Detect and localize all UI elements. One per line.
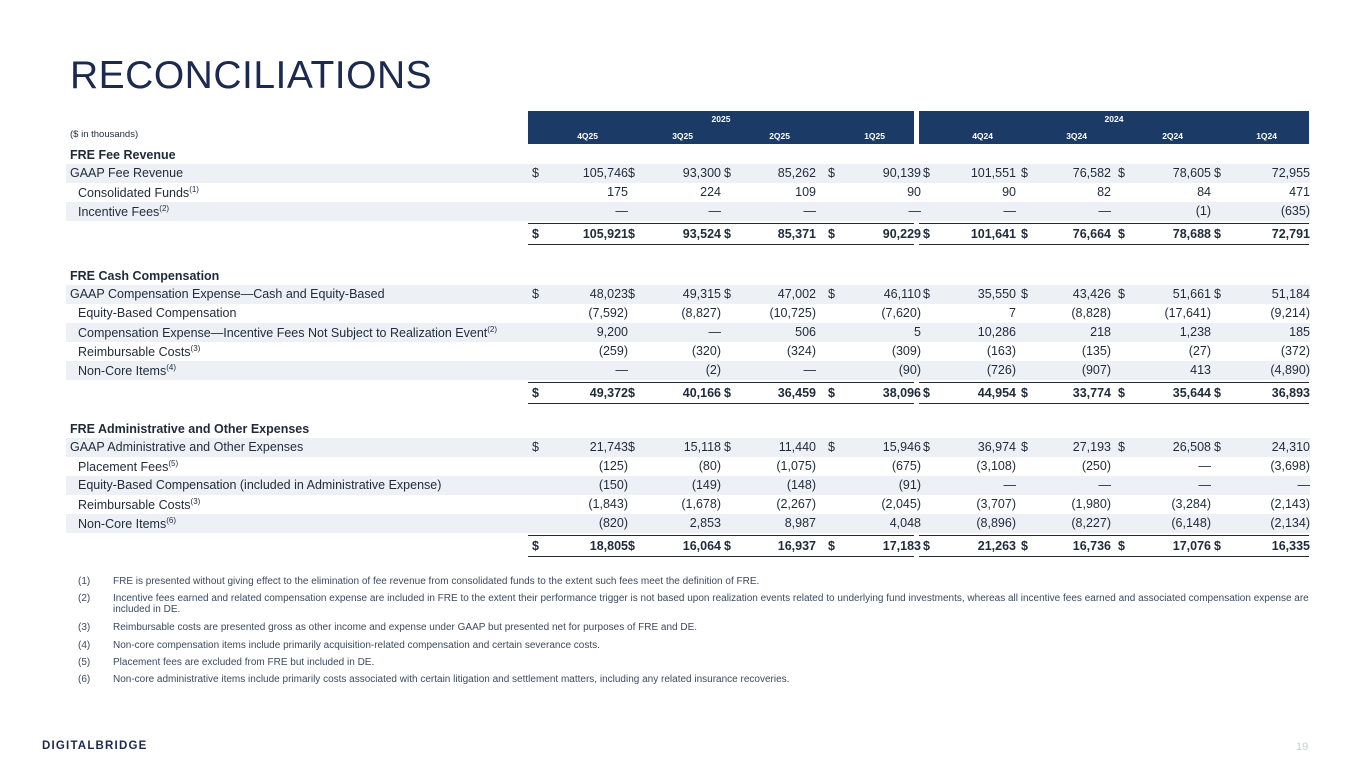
total-value: 90,229 — [882, 227, 921, 241]
table-row — [66, 457, 1310, 476]
year-header-2024 — [919, 111, 1309, 144]
cell-value: (250) — [1081, 459, 1111, 473]
dollar-sign: $ — [1118, 166, 1125, 180]
dollar-sign: $ — [628, 386, 635, 400]
cell-value: 84 — [1197, 185, 1211, 199]
footnote-text: Non-core compensation items include primarily acquisition-related compensation and certain severance costs. — [113, 640, 600, 651]
units-label: ($ in thousands) — [70, 129, 139, 140]
table-row — [66, 342, 1310, 361]
dollar-sign: $ — [1021, 386, 1028, 400]
total-row — [66, 537, 1310, 556]
cell-value: 8,987 — [784, 516, 816, 530]
cell-value: (27) — [1188, 344, 1211, 358]
cell-value: (1,075) — [776, 459, 816, 473]
total-row — [66, 225, 1310, 244]
total-value: 38,096 — [882, 386, 921, 400]
total-value: 35,644 — [1172, 386, 1211, 400]
row-label — [78, 185, 199, 200]
row-label — [78, 204, 169, 219]
subtotal-rule — [919, 382, 1309, 383]
cell-value: 15,946 — [882, 440, 921, 454]
cell-value: (135) — [1081, 344, 1111, 358]
quarter-label: 3Q25 — [672, 131, 693, 141]
cell-value: — — [1198, 459, 1211, 473]
cell-value: (1,843) — [588, 497, 628, 511]
cell-value: 10,286 — [977, 325, 1016, 339]
row-label — [78, 516, 176, 531]
total-rule — [528, 244, 914, 245]
cell-value: (820) — [598, 516, 628, 530]
quarter-label: 1Q25 — [864, 131, 885, 141]
dollar-sign: $ — [532, 539, 539, 553]
cell-value: (8,227) — [1071, 516, 1111, 530]
cell-value: 413 — [1190, 363, 1211, 377]
row-label-text: Equity-Based Compensation — [78, 306, 237, 320]
dollar-sign: $ — [1214, 166, 1221, 180]
total-value: 21,263 — [977, 539, 1016, 553]
footnote-ref: (3) — [190, 344, 201, 353]
cell-value: 224 — [700, 185, 721, 199]
dollar-sign: $ — [923, 386, 930, 400]
cell-value: 72,955 — [1271, 166, 1310, 180]
footnote-ref: (6) — [166, 516, 177, 525]
dollar-sign: $ — [724, 287, 731, 301]
table-row — [66, 438, 1310, 457]
cell-value: (148) — [786, 478, 816, 492]
company-logo: DIGITALBRIDGE — [42, 740, 148, 752]
cell-value: (2,143) — [1270, 497, 1310, 511]
row-label — [78, 344, 200, 359]
cell-value: (1,678) — [681, 497, 721, 511]
dollar-sign: $ — [1021, 227, 1028, 241]
page-title: RECONCILIATIONS — [70, 54, 433, 97]
cell-value: 93,300 — [682, 166, 721, 180]
row-label — [78, 306, 236, 320]
dollar-sign: $ — [724, 386, 731, 400]
cell-value: 218 — [1090, 325, 1111, 339]
total-value: 40,166 — [682, 386, 721, 400]
table-row — [66, 164, 1310, 183]
cell-value: (3,698) — [1270, 459, 1310, 473]
row-label-text: Non-Core Items — [78, 364, 167, 379]
dollar-sign: $ — [1118, 440, 1125, 454]
cell-value: 101,551 — [970, 166, 1016, 180]
cell-value: 11,440 — [778, 440, 816, 454]
row-label-text: Compensation Expense—Incentive Fees Not Subject to Realization Event — [78, 326, 488, 341]
subtotal-rule — [919, 223, 1309, 224]
cell-value: 90 — [1002, 185, 1016, 199]
quarter-label: 2Q25 — [769, 131, 790, 141]
dollar-sign: $ — [1214, 287, 1221, 301]
quarter-label: 2Q24 — [1162, 131, 1183, 141]
cell-value: 36,974 — [977, 440, 1016, 454]
dollar-sign: $ — [828, 287, 835, 301]
dollar-sign: $ — [724, 440, 731, 454]
footnote-ref: (1) — [189, 185, 199, 194]
cell-value: 2,853 — [689, 516, 721, 530]
cell-value: 51,184 — [1271, 287, 1310, 301]
footnote-ref: (3) — [190, 497, 201, 506]
row-label — [70, 287, 385, 301]
cell-value: (3,108) — [976, 459, 1016, 473]
cell-value: — — [1198, 478, 1211, 492]
row-label — [78, 459, 178, 474]
year-label: 2025 — [711, 114, 731, 124]
dollar-sign: $ — [628, 227, 635, 241]
cell-value: (907) — [1081, 363, 1111, 377]
dollar-sign: $ — [628, 539, 635, 553]
cell-value: — — [1098, 478, 1111, 492]
total-rule — [919, 556, 1309, 557]
cell-value: (8,896) — [976, 516, 1016, 530]
section-heading: FRE Cash Compensation — [70, 269, 220, 283]
cell-value: 90,139 — [882, 166, 921, 180]
dollar-sign: $ — [828, 166, 835, 180]
dollar-sign: $ — [828, 386, 835, 400]
cell-value: — — [1003, 478, 1016, 492]
total-rule — [528, 403, 914, 404]
cell-value: — — [1098, 204, 1111, 218]
footnote-number: (6) — [78, 674, 91, 685]
page-number: 19 — [1296, 741, 1309, 753]
cell-value: (17,641) — [1164, 306, 1211, 320]
cell-value: (9,214) — [1270, 306, 1310, 320]
cell-value: 48,023 — [589, 287, 628, 301]
total-rule — [528, 556, 914, 557]
quarter-label: 3Q24 — [1066, 131, 1087, 141]
dollar-sign: $ — [1021, 166, 1028, 180]
footnote-number: (2) — [78, 593, 91, 604]
footnote-ref: (2) — [487, 325, 498, 334]
cell-value: 78,605 — [1172, 166, 1211, 180]
footnote-text: Placement fees are excluded from FRE but included in DE. — [113, 657, 375, 668]
row-label-text: Reimbursable Costs — [78, 345, 191, 360]
cell-value: 5 — [914, 325, 921, 339]
cell-value: 506 — [795, 325, 816, 339]
total-value: 16,064 — [682, 539, 721, 553]
dollar-sign: $ — [532, 440, 539, 454]
row-label-text: GAAP Fee Revenue — [70, 166, 184, 180]
cell-value: 24,310 — [1271, 440, 1310, 454]
cell-value: (726) — [986, 363, 1016, 377]
cell-value: — — [1003, 204, 1016, 218]
dollar-sign: $ — [532, 227, 539, 241]
cell-value: (372) — [1280, 344, 1310, 358]
dollar-sign: $ — [1214, 440, 1221, 454]
cell-value: (163) — [986, 344, 1016, 358]
dollar-sign: $ — [923, 539, 930, 553]
cell-value: 51,661 — [1172, 287, 1211, 301]
cell-value: 26,508 — [1172, 440, 1211, 454]
total-value: 49,372 — [589, 386, 628, 400]
subtotal-rule — [528, 223, 914, 224]
cell-value: (320) — [691, 344, 721, 358]
dollar-sign: $ — [923, 287, 930, 301]
section-heading: FRE Administrative and Other Expenses — [70, 422, 310, 436]
cell-value: (635) — [1280, 204, 1310, 218]
total-value: 33,774 — [1072, 386, 1111, 400]
total-row — [66, 384, 1310, 403]
total-value: 72,791 — [1271, 227, 1310, 241]
row-label-text: Non-Core Items — [78, 517, 167, 532]
footnote-text: Reimbursable costs are presented gross as other income and expense under GAAP but presented net for purposes of FRE and DE. — [113, 622, 698, 633]
footnote-ref: (4) — [166, 363, 177, 372]
year-header-2025 — [528, 111, 914, 144]
cell-value: — — [708, 204, 721, 218]
row-label-text: Equity-Based Compensation (included in Administrative Expense) — [78, 478, 442, 492]
cell-value: 76,582 — [1072, 166, 1111, 180]
total-value: 101,641 — [970, 227, 1016, 241]
cell-value: 7 — [1009, 306, 1016, 320]
cell-value: (2,267) — [776, 497, 816, 511]
cell-value: 471 — [1289, 185, 1310, 199]
cell-value: (324) — [786, 344, 816, 358]
table-row — [66, 323, 1310, 342]
total-value: 105,921 — [582, 227, 628, 241]
cell-value: (4,890) — [1270, 363, 1310, 377]
footnote-number: (1) — [78, 576, 91, 587]
table-row — [66, 304, 1310, 323]
total-value: 76,664 — [1072, 227, 1111, 241]
table-row — [66, 285, 1310, 304]
total-value: 44,954 — [977, 386, 1016, 400]
dollar-sign: $ — [923, 227, 930, 241]
footnote-text: Non-core administrative items include primarily costs associated with certain litigation and settlement matters, including any related insurance recoveries. — [113, 674, 790, 685]
dollar-sign: $ — [724, 227, 731, 241]
table-row — [66, 495, 1310, 514]
dollar-sign: $ — [828, 440, 835, 454]
dollar-sign: $ — [923, 166, 930, 180]
dollar-sign: $ — [628, 166, 635, 180]
cell-value: 109 — [795, 185, 816, 199]
dollar-sign: $ — [923, 440, 930, 454]
dollar-sign: $ — [1021, 440, 1028, 454]
cell-value: 90 — [907, 185, 921, 199]
row-label — [70, 440, 303, 454]
cell-value: (6,148) — [1171, 516, 1211, 530]
cell-value: (309) — [891, 344, 921, 358]
dollar-sign: $ — [724, 166, 731, 180]
cell-value: (675) — [891, 459, 921, 473]
cell-value: (1,980) — [1071, 497, 1111, 511]
cell-value: 4,048 — [889, 516, 921, 530]
cell-value: (91) — [898, 478, 921, 492]
table-row — [66, 202, 1310, 221]
cell-value: (259) — [598, 344, 628, 358]
cell-value: (2,134) — [1270, 516, 1310, 530]
cell-value: (3,707) — [976, 497, 1016, 511]
total-value: 93,524 — [682, 227, 721, 241]
cell-value: 46,110 — [883, 287, 921, 301]
dollar-sign: $ — [532, 386, 539, 400]
footnote-number: (3) — [78, 622, 91, 633]
cell-value: (150) — [598, 478, 628, 492]
cell-value: 27,193 — [1072, 440, 1111, 454]
row-label — [78, 363, 176, 378]
dollar-sign: $ — [532, 287, 539, 301]
row-label — [70, 166, 183, 180]
cell-value: 43,426 — [1072, 287, 1111, 301]
section-heading: FRE Fee Revenue — [70, 148, 176, 162]
footnote-ref: (2) — [159, 204, 170, 213]
row-label — [78, 478, 441, 492]
row-label — [78, 497, 200, 512]
total-value: 16,937 — [777, 539, 816, 553]
footnote-text: Incentive fees earned and related compensation expense are included in FRE to the extent their performance trigger is not based upon realization events related to underlying fund investments, whereas all incentive fees earned and associated compensation expense are included in DE. — [113, 593, 1309, 615]
cell-value: — — [615, 363, 628, 377]
cell-value: (125) — [598, 459, 628, 473]
cell-value: (3,284) — [1171, 497, 1211, 511]
row-label-text: Incentive Fees — [78, 205, 160, 220]
dollar-sign: $ — [532, 166, 539, 180]
footnote-ref: (5) — [168, 459, 179, 468]
cell-value: 9,200 — [596, 325, 628, 339]
cell-value: — — [803, 363, 816, 377]
cell-value: (80) — [698, 459, 721, 473]
table-row — [66, 361, 1310, 380]
cell-value: (2,045) — [881, 497, 921, 511]
cell-value: 105,746 — [582, 166, 628, 180]
cell-value: — — [1297, 478, 1310, 492]
year-label: 2024 — [1104, 114, 1124, 124]
cell-value: 185 — [1289, 325, 1310, 339]
total-value: 17,183 — [882, 539, 921, 553]
dollar-sign: $ — [1118, 227, 1125, 241]
dollar-sign: $ — [828, 539, 835, 553]
footnote-number: (4) — [78, 640, 91, 651]
row-label-text: Placement Fees — [78, 460, 169, 475]
cell-value: 1,238 — [1179, 325, 1211, 339]
cell-value: (1) — [1195, 204, 1211, 218]
quarter-label: 1Q24 — [1256, 131, 1277, 141]
row-label-text: GAAP Administrative and Other Expenses — [70, 440, 304, 454]
table-row — [66, 183, 1310, 202]
dollar-sign: $ — [1214, 386, 1221, 400]
total-value: 16,335 — [1271, 539, 1310, 553]
cell-value: 82 — [1097, 185, 1111, 199]
cell-value: (2) — [705, 363, 721, 377]
cell-value: 21,743 — [589, 440, 628, 454]
total-rule — [919, 403, 1309, 404]
cell-value: 49,315 — [682, 287, 721, 301]
total-value: 18,805 — [589, 539, 628, 553]
quarter-label: 4Q24 — [972, 131, 993, 141]
cell-value: (7,620) — [881, 306, 921, 320]
quarter-label: 4Q25 — [577, 131, 598, 141]
dollar-sign: $ — [1021, 539, 1028, 553]
cell-value: 175 — [607, 185, 628, 199]
cell-value: 85,262 — [777, 166, 816, 180]
total-value: 36,893 — [1271, 386, 1310, 400]
total-value: 36,459 — [777, 386, 816, 400]
cell-value: (10,725) — [769, 306, 816, 320]
subtotal-rule — [528, 382, 914, 383]
cell-value: (90) — [898, 363, 921, 377]
dollar-sign: $ — [724, 539, 731, 553]
dollar-sign: $ — [1118, 386, 1125, 400]
cell-value: — — [803, 204, 816, 218]
footnote-text: FRE is presented without giving effect to the elimination of fee revenue from consolidated funds to the extent such fees meet the definition of FRE. — [113, 576, 760, 587]
total-value: 17,076 — [1172, 539, 1211, 553]
cell-value: — — [615, 204, 628, 218]
footnote-number: (5) — [78, 657, 91, 668]
cell-value: — — [708, 325, 721, 339]
row-label-text: GAAP Compensation Expense—Cash and Equity-Based — [70, 287, 385, 301]
dollar-sign: $ — [628, 287, 635, 301]
dollar-sign: $ — [1118, 287, 1125, 301]
cell-value: 15,118 — [683, 440, 721, 454]
dollar-sign: $ — [628, 440, 635, 454]
cell-value: (8,828) — [1071, 306, 1111, 320]
total-value: 16,736 — [1072, 539, 1111, 553]
cell-value: (149) — [691, 478, 721, 492]
row-label-text: Reimbursable Costs — [78, 498, 191, 513]
table-row — [66, 514, 1310, 533]
cell-value: 35,550 — [977, 287, 1016, 301]
total-value: 85,371 — [777, 227, 816, 241]
total-value: 78,688 — [1172, 227, 1211, 241]
cell-value: (7,592) — [588, 306, 628, 320]
subtotal-rule — [919, 535, 1309, 536]
cell-value: — — [908, 204, 921, 218]
cell-value: (8,827) — [681, 306, 721, 320]
dollar-sign: $ — [828, 227, 835, 241]
row-label-text: Consolidated Funds — [78, 186, 190, 201]
dollar-sign: $ — [1214, 539, 1221, 553]
subtotal-rule — [528, 535, 914, 536]
row-label — [78, 325, 497, 340]
dollar-sign: $ — [1021, 287, 1028, 301]
table-row — [66, 476, 1310, 495]
dollar-sign: $ — [1214, 227, 1221, 241]
cell-value: 47,002 — [777, 287, 816, 301]
total-rule — [919, 244, 1309, 245]
dollar-sign: $ — [1118, 539, 1125, 553]
